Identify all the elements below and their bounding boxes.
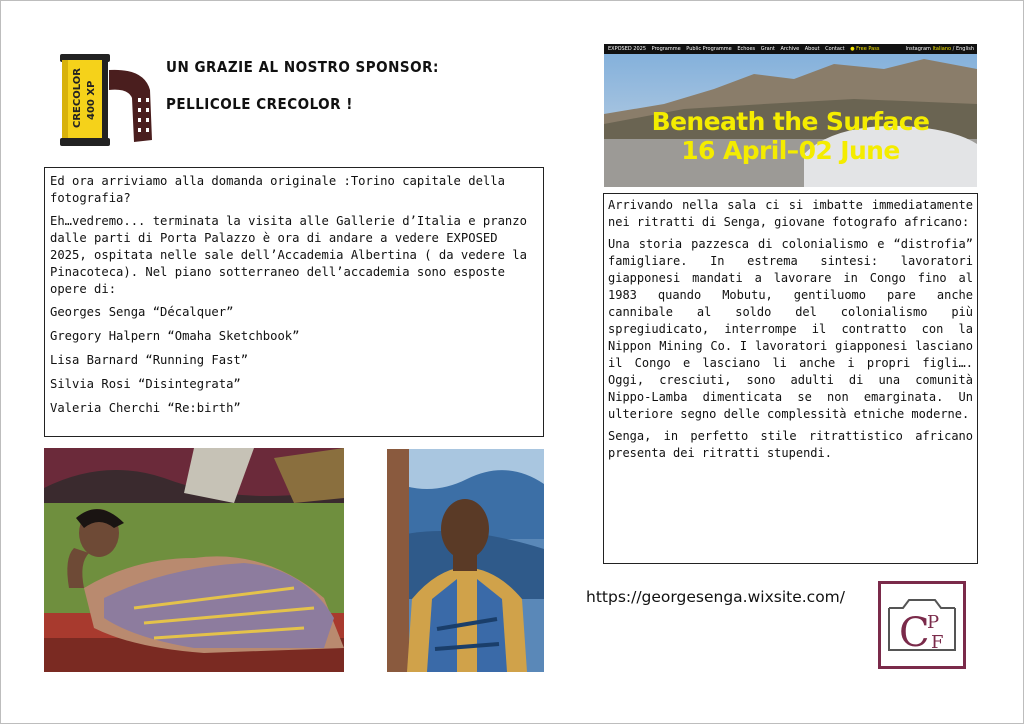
artist-item: Georges Senga “Décalquer” <box>50 305 234 319</box>
artist-item: Silvia Rosi “Disintegrata” <box>50 377 241 391</box>
logo-letter-f: F <box>931 632 944 653</box>
film-canister-image <box>54 50 158 148</box>
lang-english[interactable]: / English <box>952 46 974 52</box>
canister-film: 400 XP <box>86 80 97 120</box>
right-text-box <box>603 193 978 564</box>
artist-item: Gregory Halpern “Omaha Sketchbook” <box>50 329 300 343</box>
nav-item[interactable]: Grant <box>760 46 775 52</box>
cpf-logo <box>878 581 966 669</box>
nav-item[interactable]: EXPOSED 2025 <box>608 46 647 52</box>
nav-item[interactable]: Contact <box>825 46 845 52</box>
nav-item[interactable]: Echoes <box>737 46 756 52</box>
nav-item[interactable]: Archive <box>780 46 800 52</box>
portrait-photo-reclining-woman <box>44 448 344 672</box>
sponsor-name: PELLICOLE CRECOLOR ! <box>166 95 353 113</box>
banner-navbar <box>604 44 977 54</box>
logo-letter-c: C <box>899 610 930 656</box>
nav-item[interactable]: Public Programme <box>686 46 732 52</box>
nav-right-links <box>905 44 974 54</box>
canister-brand: CRECOLOR <box>72 68 83 128</box>
website-link[interactable]: https://georgesenga.wixsite.com/ <box>586 588 845 606</box>
story-paragraph: Una storia pazzesca di colonialismo e “distrofia” famigliare. In estrema sintesi: lavoratori giapponesi mandati a lavorare in Congo fino al 1983 quando Mobutu, gentiluomo pare anche cannibale al soldo del colonialismo più spregiudicato, interrompe il contratto con la Nippon Mining Co. I lavoratori giapponesi lasciano il Congo e lasciano li anche i propri figli…. Oggi, cresciuti, sono adulti di una comunità Nippo-Lamba dimenticata se non emarginata. Un ulteriore segno delle complessità etniche moderne. <box>608 237 973 421</box>
banner-title: Beneath the Surface <box>651 107 930 136</box>
visit-paragraph: Eh…vedremo... terminata la visita alle Gallerie d’Italia e pranzo dalle parti di Porta Palazzo è ora di andare a vedere EXPOSED 2025, ospitata nelle sale dell’Accademia Albertina ( da vedere la Pinacoteca). Nel piano sotterraneo dell’accademia sono esposte opere di: <box>50 214 527 296</box>
arrival-paragraph: Arrivando nella sala ci si imbatte immediatamente nei ritratti di Senga, giovane fotografo africano: <box>608 198 973 229</box>
left-text-box <box>44 167 544 437</box>
artist-item: Valeria Cherchi “Re:birth” <box>50 401 241 415</box>
nav-item[interactable]: About <box>804 46 820 52</box>
logo-letter-p: P <box>927 612 940 633</box>
instagram-link[interactable]: Instagram <box>905 46 931 52</box>
intro-text: Ed ora arriviamo alla domanda originale :Torino capitale della fotografia? <box>50 174 505 205</box>
artist-item: Lisa Barnard “Running Fast” <box>50 353 249 367</box>
sponsor-heading: UN GRAZIE AL NOSTRO SPONSOR: <box>166 58 439 76</box>
lang-italiano[interactable]: Italiano <box>932 46 952 52</box>
portrait-photo-man <box>387 449 544 672</box>
exhibition-banner <box>604 44 977 187</box>
closing-paragraph: Senga, in perfetto stile ritrattistico africano presenta dei ritratti stupendi. <box>608 429 973 460</box>
nav-item[interactable]: Programme <box>651 46 681 52</box>
free-pass-link[interactable]: ● Free Pass <box>850 46 880 52</box>
banner-dates: 16 April–02 June <box>681 136 900 165</box>
